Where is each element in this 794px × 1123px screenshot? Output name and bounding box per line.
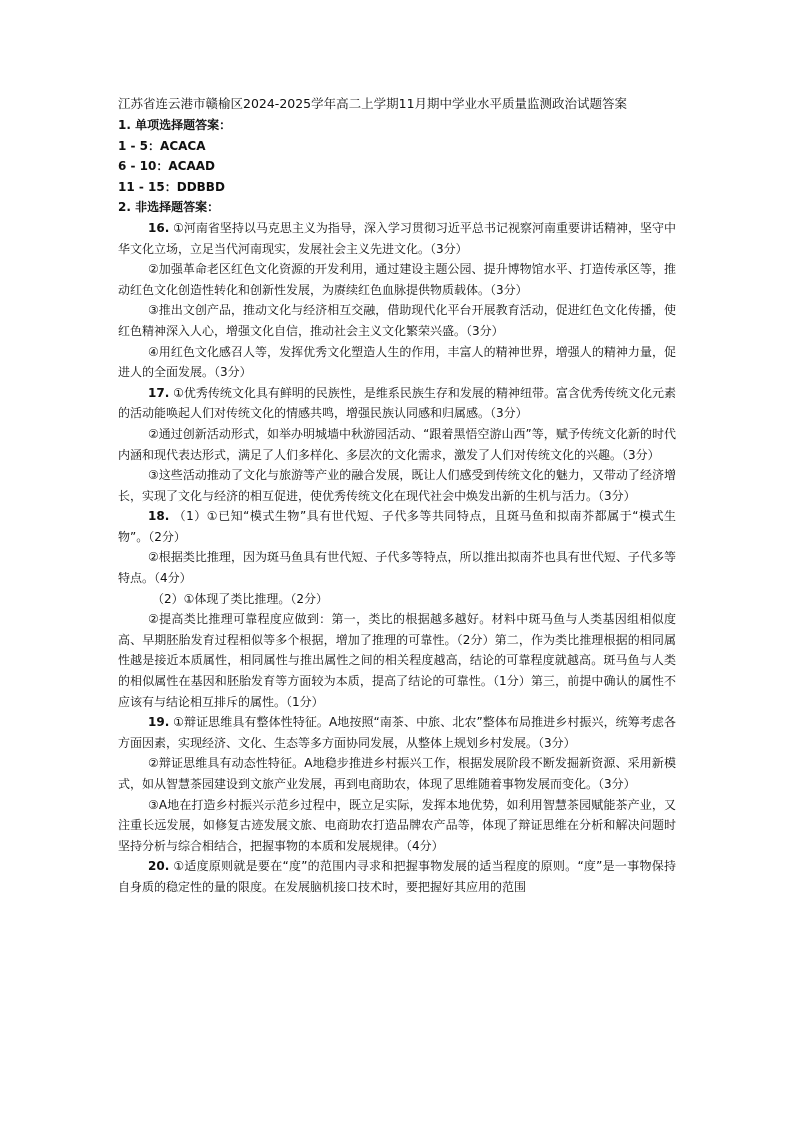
q18-para-1 (118, 506, 676, 547)
q19-para-1 (118, 712, 676, 753)
q19-para-3: ③A地在打造乡村振兴示范乡过程中，既立足实际，发挥本地优势，如利用智慧茶园赋能茶产业，又注重长远发展，如修复古迹发展文旅、电商助农打造品牌农产品等，体现了辩证思维在分析和解决问题时坚持分析与综合相结合，把握事物的本质和发展规律。（4分） (118, 797, 676, 853)
q17-number: 17. (148, 385, 170, 400)
q17-para-1 (118, 383, 676, 424)
q16-number: 16. (148, 220, 170, 235)
q18-para-2: ②根据类比推理，因为斑马鱼具有世代短、子代多等特点，所以推出拟南芥也具有世代短、子代多等特点。（4分） (118, 550, 676, 586)
answer-document (118, 94, 676, 898)
q20-text-1: ①适度原则就是要在“度”的范围内寻求和把握事物发展的适当程度的原则。“度”是一事物保持自身质的稳定性的量的限度。在发展脑机接口技术时，要把握好其应用的范围 (118, 859, 676, 894)
answer-row-3: 11 - 15：DDBBD (118, 179, 225, 194)
q16-para-4: ④用红色文化感召人等，发挥优秀文化塑造人生的作用，丰富人的精神世界，增强人的精神力量，促进人的全面发展。（3分） (118, 344, 676, 380)
q19-number: 19. (148, 715, 170, 730)
document-title: 江苏省连云港市赣榆区2024-2025学年高二上学期11月期中学业水平质量监测政治试题答案 (118, 96, 628, 111)
q20-para-1 (118, 856, 676, 897)
q17-text-1: ①优秀传统文化具有鲜明的民族性，是维系民族生存和发展的精神纽带。富含优秀传统文化元素的活动能唤起人们对传统文化的情感共鸣，增强民族认同感和归属感。（3分） (118, 385, 676, 421)
q16-para-3: ③推出文创产品，推动文化与经济相互交融，借助现代化平台开展教育活动，促进红色文化传播，使红色精神深入人心，增强文化自信，推动社会主义文化繁荣兴盛。（3分） (118, 303, 676, 338)
q18-para-3: （2）①体现了类比推理。（2分） (152, 591, 329, 606)
q20-number: 20. (148, 859, 170, 874)
q19-para-2: ②辩证思维具有动态性特征。A地稳步推进乡村振兴工作，根据发展阶段不断发掘新资源、采用新模式，如从智慧茶园建设到文旅产业发展，再到电商助农，体现了思维随着事物发展而变化。（3分） (118, 756, 676, 791)
q17-para-3: ③这些活动推动了文化与旅游等产业的融合发展，既让人们感受到传统文化的魅力，又带动了经济增长，实现了文化与经济的相互促进，使优秀传统文化在现代社会中焕发出新的生机与活力。（3分） (118, 468, 676, 503)
section-2-heading: 2. 非选择题答案： (118, 200, 220, 215)
q16-text-1: ①河南省坚持以马克思主义为指导，深入学习贯彻习近平总书记视察河南重要讲话精神，坚守中华文化立场，立足当代河南现实，发展社会主义先进文化。（3分） (118, 220, 676, 256)
q17-para-2: ②通过创新活动形式，如举办明城墙中秋游园活动、“跟着黑悟空游山西”等，赋予传统文化新的时代内涵和现代表达形式，满足了人们多样化、多层次的文化需求，激发了人们对传统文化的兴趣。（3分） (118, 426, 676, 462)
q16-para-1 (118, 218, 676, 259)
answer-row-1: 1 - 5：ACACA (118, 138, 206, 153)
q18-para-4: ②提高类比推理可靠程度应做到：第一，类比的根据越多越好。材料中斑马鱼与人类基因组相似度高、早期胚胎发育过程相似等多个根据，增加了推理的可靠性。（2分）第二，作为类比推理根据的相同属性越是接近本质属性，相同属性与推出属性之间的相关程度越高，结论的可靠程度就越高。斑马鱼与人类的相似属性在基因和胚胎发育等方面较为本质，提高了结论的可靠性。（1分）第三，前提中确认的属性不应该有与结论相互排斥的属性。（1分） (118, 612, 676, 709)
q16-para-2: ②加强革命老区红色文化资源的开发利用，通过建设主题公园、提升博物馆水平、打造传承区等，推动红色文化创造性转化和创新性发展，为赓续红色血脉提供物质载体。（3分） (118, 262, 676, 297)
answer-row-2: 6 - 10：ACAAD (118, 159, 216, 174)
q19-text-1: ①辩证思维具有整体性特征。A地按照“南茶、中旅、北农”整体布局推进乡村振兴，统筹考虑各方面因素，实现经济、文化、生态等多方面协同发展，从整体上规划乡村发展。（3分） (118, 715, 676, 750)
q18-number: 18. (148, 509, 170, 524)
q18-text-1: （1）①已知“模式生物”具有世代短、子代多等共同特点，且斑马鱼和拟南芥都属于“模式生物”。（2分） (118, 509, 676, 544)
section-1-heading: 1. 单项选择题答案： (118, 118, 232, 132)
